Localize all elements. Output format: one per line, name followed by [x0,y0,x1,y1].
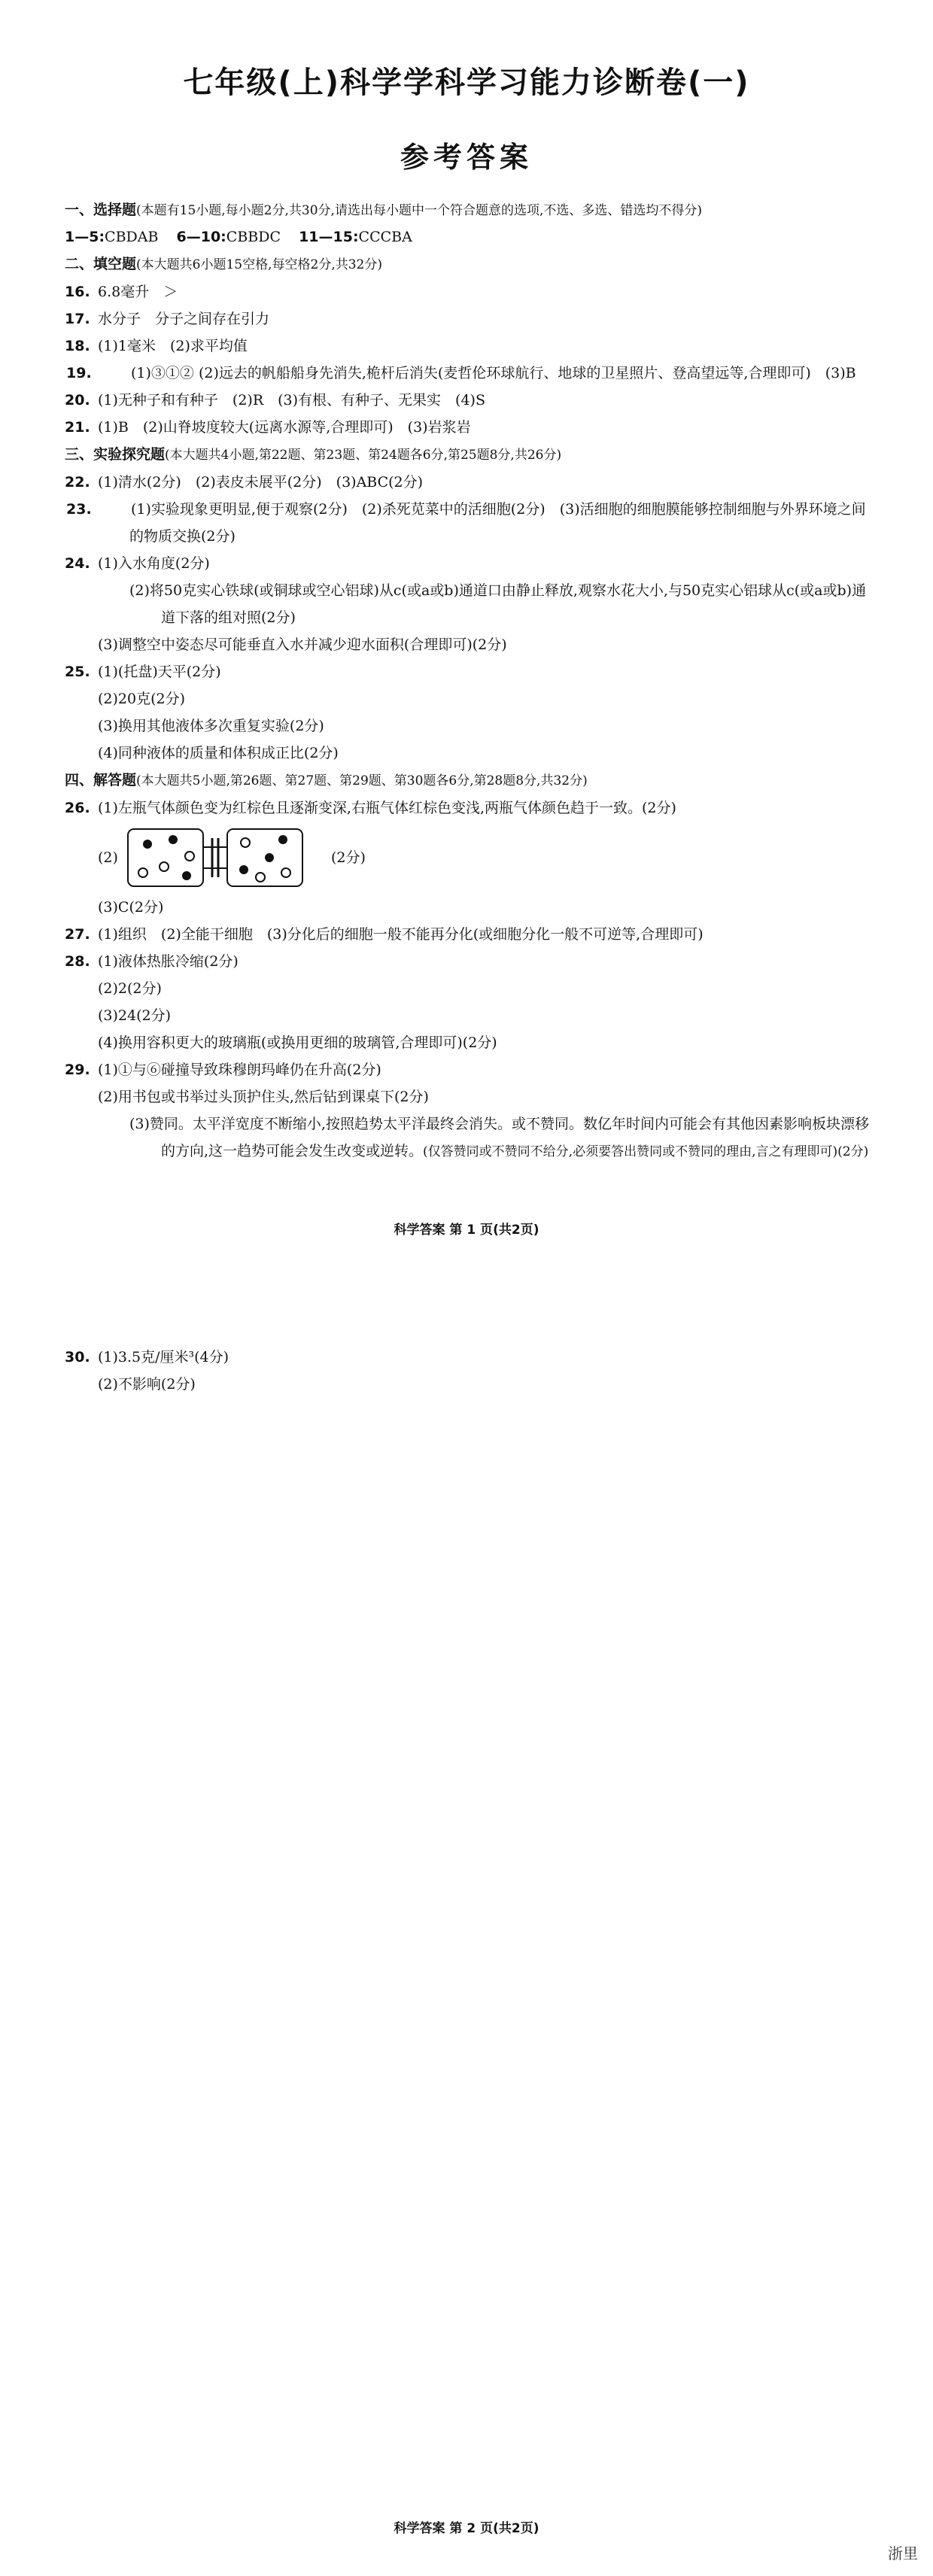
answer-16 [65,278,871,305]
answer-text: (2)将50克实心铁球(或铜球或空心铝球)从c(或a或b)通道口由静止释放,观察水花大小,与50克实心铝球从c(或a或b)通道下落的组对照(2分) [129,582,867,626]
answer-26-part3 [65,894,871,921]
answer-30-part2 [65,1371,871,1398]
answer-text: (3)24(2分) [98,1007,172,1024]
answer-note: (仅答赞同或不赞同不给分,必须要答出赞同或不赞同的理由,言之有理即可)(2分) [423,1144,869,1159]
answer-29-part2 [65,1083,871,1110]
answer-text: (1)B (2)山脊坡度较大(远离水源等,合理即可) (3)岩浆岩 [98,419,471,436]
exam-title: 七年级(上)科学学科学习能力诊断卷(一) [183,65,750,100]
mc-range-answers: CBBDC [226,229,281,245]
answer-score: (2分) [331,849,366,866]
question-number: 22. [65,474,90,491]
answer-text: (2)用书包或书举过头顶护住头,然后钻到课桌下(2分) [98,1089,429,1105]
section-1-header [65,197,871,223]
answer-text: (1)①与⑥碰撞导致珠穆朗玛峰仍在升高(2分) [98,1062,381,1078]
answer-29-part3 [65,1110,871,1165]
mc-range-label: 6—10: [176,229,226,245]
answer-28-part2 [65,975,871,1002]
section-note: (本大题共6小题15空格,每空格2分,共32分) [136,257,382,272]
answer-text: (1)③①② (2)远去的帆船船身先消失,桅杆后消失(麦哲伦环球航行、地球的卫星照片、登高望远等,合理即可) (3)B [131,365,856,381]
answer-text: (1)3.5克/厘米³(4分) [98,1349,229,1365]
answer-text: (3)调整空中姿态尽可能垂直入水并减少迎水面积(合理即可)(2分) [98,636,507,653]
answer-21 [65,414,871,441]
answer-24-part2 [65,577,871,631]
section-3-header [65,441,871,469]
mc-range-label: 11—15: [299,229,359,245]
question-number: 17. [65,311,90,327]
mc-range-answers: CBDAB [105,229,159,245]
question-number: 18. [65,338,90,354]
answer-30 [65,1344,871,1371]
question-number: 30. [65,1349,90,1365]
answer-text: (1)(托盘)天平(2分) [98,664,221,680]
answer-text: (1)入水角度(2分) [98,555,210,572]
section-heading: 三、实验探究题 [65,446,166,463]
answer-text: (1)左瓶气体颜色变为红棕色且逐渐变深,右瓶气体红棕色变浅,两瓶气体颜色趋于一致。(2分) [98,800,676,816]
answer-18 [65,333,871,360]
section-heading: 四、解答题 [65,772,137,788]
answer-25 [65,658,871,685]
answer-27 [65,921,871,948]
answer-25-part3 [65,712,871,740]
gas-bottles-diagram [125,822,305,894]
answer-text: (2)20克(2分) [98,691,186,707]
answer-24-part3 [65,631,871,658]
answer-text: 水分子 分子之间存在引力 [98,311,270,327]
answer-text: (1)1毫米 (2)求平均值 [98,338,248,354]
question-number: 24. [65,555,90,572]
answer-19 [65,360,871,387]
answer-text: (3)换用其他液体多次重复实验(2分) [98,718,324,734]
answer-body-page1 [65,197,871,1165]
section-2-header [65,251,871,278]
answer-text: 6.8毫升 ＞ [98,284,178,300]
answer-20 [65,387,871,414]
answer-26-part2 [65,822,871,894]
section-heading: 一、选择题 [65,202,137,218]
answer-text: (1)清水(2分) (2)表皮未展平(2分) (3)ABC(2分) [98,474,424,491]
mc-answers [65,223,871,251]
answer-29 [65,1056,871,1083]
question-number: 27. [65,926,90,943]
section-note: (本大题共4小题,第22题、第23题、第24题各6分,第25题8分,共26分) [165,448,562,463]
answer-text: (1)实验现象更明显,便于观察(2分) (2)杀死苋菜中的活细胞(2分) (3)活细胞的细胞膜能够控制细胞与外界环境之间的物质交换(2分) [129,501,866,545]
question-number: 19. [66,365,92,381]
answer-23 [65,496,871,550]
page-footer: 科学答案 第 2 页(共2页) [394,2521,539,2536]
mc-range-label: 1—5: [65,229,105,245]
answer-25-part2 [65,685,871,712]
answer-28 [65,948,871,975]
question-number: 21. [65,419,90,436]
answer-key-title: 参考答案 [400,141,533,174]
answer-text: (3)C(2分) [98,899,164,916]
answer-28-part3 [65,1002,871,1029]
answer-text: (2)不影响(2分) [98,1376,196,1393]
answer-text: (1)无种子和有种子 (2)R (3)有根、有种子、无果实 (4)S [98,392,485,409]
answer-28-part4 [65,1029,871,1056]
answer-text: (4)换用容积更大的玻璃瓶(或换用更细的玻璃管,合理即可)(2分) [98,1034,497,1051]
section-note: (本大题共5小题,第26题、第27题、第29题、第30题各6分,第28题8分,共32分) [136,773,588,788]
question-number: 25. [65,664,90,680]
answer-body-page2 [65,1344,871,1398]
answer-text: (1)液体热胀冷缩(2分) [98,953,239,970]
section-4-header [65,767,871,794]
answer-text: (3)赞同。太平洋宽度不断缩小,按照趋势太平洋最终会消失。或不赞同。数亿年时间内可能会有其他因素影响板块漂移的方向,这一趋势可能会发生改变或逆转。 [129,1116,869,1159]
answer-text: (1)组织 (2)全能干细胞 (3)分化后的细胞一般不能再分化(或细胞分化一般不可逆等,合理即可) [98,926,704,943]
answer-text: (4)同种液体的质量和体积成正比(2分) [98,745,339,761]
question-number: 16. [65,284,90,300]
answer-26 [65,794,871,822]
question-number: 26. [65,800,90,816]
answer-text: (2) [98,849,118,866]
answer-22 [65,469,871,496]
question-number: 20. [65,392,90,409]
section-heading: 二、填空题 [65,256,137,272]
question-number: 28. [65,953,90,970]
section-note: (本题有15小题,每小题2分,共30分,请选出每小题中一个符合题意的选项,不选、多选、错选均不得分) [136,203,702,218]
mc-range-answers: CCCBA [358,229,412,245]
answer-text: (2)2(2分) [98,980,162,997]
answer-24 [65,550,871,577]
corner-watermark: 浙里 [888,2544,918,2562]
answer-17 [65,305,871,333]
question-number: 23. [66,501,92,518]
answer-25-part4 [65,740,871,767]
question-number: 29. [65,1062,90,1078]
page-footer: 科学答案 第 1 页(共2页) [394,1223,539,1238]
